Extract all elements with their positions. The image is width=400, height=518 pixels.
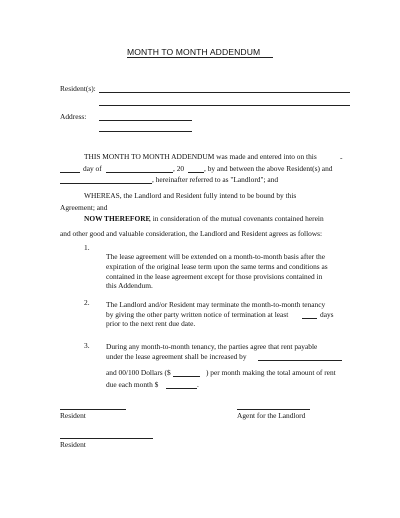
intro-agrees: and other good and valuable consideration, the Landlord and Resident agrees as follows: <box>60 229 323 238</box>
address-line-1[interactable] <box>99 120 192 121</box>
intro-agreement: Agreement; and <box>60 203 108 212</box>
clause-1-line-2: expiration of the original lease term upon the same terms and conditions as <box>106 262 328 271</box>
address-line-2[interactable] <box>99 131 192 132</box>
intro-between: , by and between the above Resident(s) and <box>204 164 333 173</box>
address-label: Address: <box>60 112 87 121</box>
month-blank[interactable] <box>106 172 173 173</box>
resident-1-signature-line[interactable] <box>60 409 126 410</box>
clause-1-line-4: this Addendum. <box>106 281 153 290</box>
resident-2-signature-line[interactable] <box>60 438 153 439</box>
agent-label: Agent for the Landlord <box>237 411 306 420</box>
increase-amount-blank[interactable] <box>258 360 342 361</box>
now-therefore: NOW THEREFORE <box>84 214 151 223</box>
clause-3-line-1: During any month-to-month tenancy, the parties agree that rent payable <box>106 342 318 351</box>
intro-landlord: , hereinafter referred to as "Landlord"; and <box>152 175 279 184</box>
dollars-blank[interactable] <box>173 376 200 377</box>
clause-3-dollars-prefix: and 00/100 Dollars ($ <box>106 368 171 377</box>
clause-3-due: due each month $ <box>106 380 159 389</box>
total-rent-blank[interactable] <box>166 388 197 389</box>
clause-2-days: days <box>320 310 334 319</box>
residents-line-1[interactable] <box>99 92 350 93</box>
intro-whereas: WHEREAS, the Landlord and Resident fully intend to be bound by this <box>84 191 297 200</box>
clause-2-number: 2. <box>84 298 90 307</box>
notice-days-blank[interactable] <box>302 318 317 319</box>
clause-1-line-1: The lease agreement will be extended on a month-to-month basis after the <box>106 252 325 261</box>
resident-2-label: Resident <box>60 440 86 449</box>
landlord-name-blank[interactable] <box>60 183 152 184</box>
clause-3-line-2: under the lease agreement shall be increased by <box>106 352 247 361</box>
year-blank[interactable] <box>188 172 204 173</box>
agent-signature-line[interactable] <box>237 409 310 410</box>
document-title: MONTH TO MONTH ADDENDUM <box>127 47 261 57</box>
clause-3-per-month: ) per month making the total amount of rent <box>206 368 336 377</box>
clause-2-line-2: by giving the other party written notice of termination at least <box>106 310 289 319</box>
residents-line-2[interactable] <box>99 105 350 106</box>
clause-3-period: . <box>197 380 199 389</box>
day-blank[interactable] <box>60 172 80 173</box>
intro-day-of: day of <box>83 164 102 173</box>
title-underline <box>127 57 273 58</box>
clause-1-number: 1. <box>84 243 90 252</box>
intro-consideration: , in consideration of the mutual covenants contained herein <box>149 214 324 223</box>
clause-1-line-3: contained in the lease agreement except for those provisions contained in <box>106 272 323 281</box>
clause-2-line-1: The Landlord and/or Resident may terminate the month-to-month tenancy <box>106 300 326 309</box>
clause-3-number: 3. <box>84 341 90 350</box>
intro-year-prefix: , 20 <box>173 164 185 173</box>
intro-dash: - <box>340 153 343 162</box>
intro-line-1: THIS MONTH TO MONTH ADDENDUM was made and entered into on this <box>84 152 317 161</box>
resident-1-label: Resident <box>60 411 86 420</box>
clause-2-line-3: prior to the next rent due date. <box>106 319 196 328</box>
residents-label: Resident(s): <box>60 84 96 93</box>
